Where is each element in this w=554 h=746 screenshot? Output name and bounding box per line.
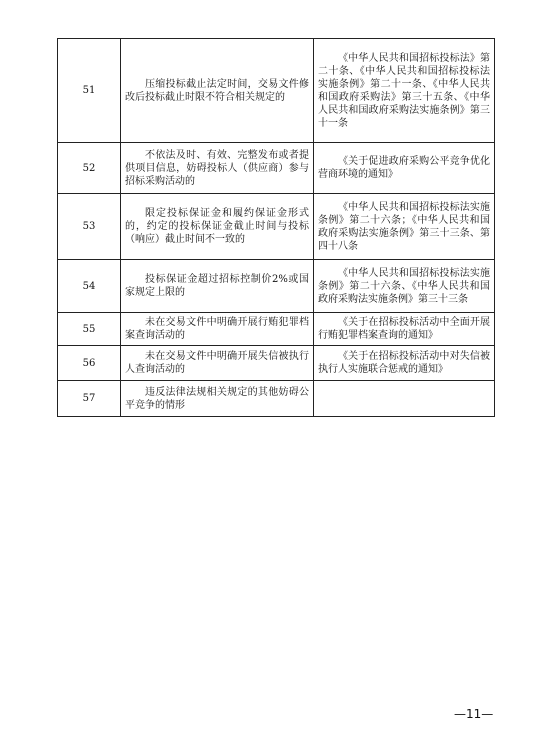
table-row [58, 39, 495, 143]
row-number: 53 [58, 194, 121, 260]
row-description: 压缩投标截止法定时间，交易文件修改后投标截止时限不符合相关规定的 [121, 39, 314, 143]
row-number: 55 [58, 313, 121, 346]
row-description: 违反法律法规相关规定的其他妨碍公平竞争的情形 [121, 381, 314, 417]
row-description: 限定投标保证金和履约保证金形式的，约定的投标保证金截止时间与投标（响应）截止时间不一致的 [121, 194, 314, 260]
row-number: 54 [58, 260, 121, 313]
table-row [58, 194, 495, 260]
row-description: 投标保证金超过招标控制价2%或国家规定上限的 [121, 260, 314, 313]
page-number: —11— [454, 707, 494, 721]
row-legal-basis: 《中华人民共和国招标投标法实施条例》第二十六条、《中华人民共和国政府采购法实施条例》第三十三条 [314, 260, 495, 313]
row-number: 56 [58, 346, 121, 381]
row-number: 51 [58, 39, 121, 143]
table-row [58, 260, 495, 313]
row-legal-basis: 《关于在招标投标活动中全面开展行贿犯罪档案查询的通知》 [314, 313, 495, 346]
row-legal-basis: 《关于促进政府采购公平竞争优化营商环境的通知》 [314, 143, 495, 194]
table-row [58, 313, 495, 346]
table-row [58, 346, 495, 381]
row-description: 不依法及时、有效、完整发布或者提供项目信息，妨碍投标人（供应商）参与招标采购活动的 [121, 143, 314, 194]
row-legal-basis [314, 381, 495, 417]
row-legal-basis: 《关于在招标投标活动中对失信被执行人实施联合惩戒的通知》 [314, 346, 495, 381]
row-number: 57 [58, 381, 121, 417]
row-legal-basis: 《中华人民共和国招标投标法》第二十条、《中华人民共和国招标投标法实施条例》第二十一条、《中华人民共和国政府采购法》第三十五条、《中华人民共和国政府采购法实施条例》第三十一条 [314, 39, 495, 143]
row-legal-basis: 《中华人民共和国招标投标法实施条例》第二十六条；《中华人民共和国政府采购法实施条例》第三十三条、第四十八条 [314, 194, 495, 260]
row-description: 未在交易文件中明确开展行贿犯罪档案查询活动的 [121, 313, 314, 346]
row-description: 未在交易文件中明确开展失信被执行人查询活动的 [121, 346, 314, 381]
table-row [58, 381, 495, 417]
rules-table [57, 38, 495, 417]
table-row [58, 143, 495, 194]
row-number: 52 [58, 143, 121, 194]
